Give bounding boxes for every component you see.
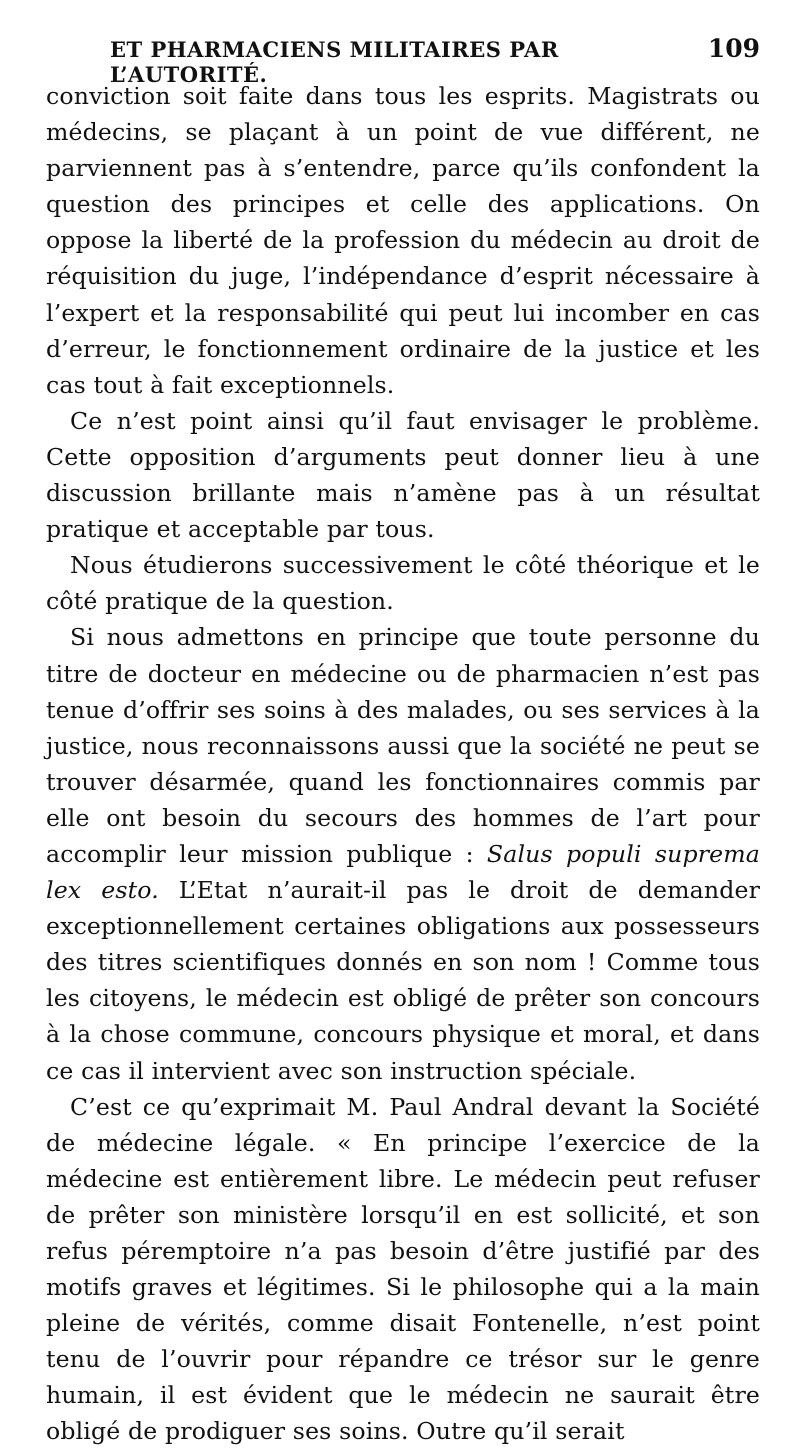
latin-maxim: Salus populi suprema lex esto. xyxy=(46,839,760,905)
running-head xyxy=(110,34,760,87)
paragraph-text: conviction soit faite dans tous les esprits. Magistrats ou médecins, se plaçant à un point de vue différent, ne parviennent pas à s’entendre, parce qu’ils confondent la question des principes et celle des applications. On oppose la liberté de la profession du médecin au droit de réquisition du juge, l’indépendance d’esprit nécessaire à l’expert et la responsabilité qui peut lui incomber en cas d’erreur, le fonctionnement ordinaire de la justice et les cas tout à fait exceptionnels. xyxy=(46,82,760,399)
paragraph-text: Si nous admettons en principe que toute personne du titre de docteur en médecine ou de pharmacien n’est pas tenue d’offrir ses soins à des malades, ou ses services à la justice, nous reconnaissons aussi que la société ne peut se trouver désarmée, quand les fonctionnaires commis par elle ont besoin du secours des hommes de l’art pour accomplir leur mission publique : xyxy=(46,623,760,868)
paragraph-text: Nous étudierons successivement le côté théorique et le côté pratique de la question. xyxy=(46,551,760,616)
paragraph xyxy=(46,547,760,619)
paragraph-text: L’Etat n’aurait-il pas le droit de demander exceptionnellement certaines obligations aux possesseurs des titres scientifiques donnés en son nom ! Comme tous les citoyens, le médecin est obligé de prêter son concours à la chose commune, concours physique et moral, et dans ce cas il intervient avec son instruction spéciale. xyxy=(46,876,761,1085)
paragraph-text: C’est ce qu’exprimait M. Paul Andral devant la Société de médecine légale. « En principe l’exercice de la médecine est entièrement libre. Le médecin peut refuser de prêter son ministère lorsqu’il en est sollicité, et son refus péremptoire n’a pas besoin d’être justifié par des motifs graves et légitimes. Si le philosophe qui a la main pleine de vérités, comme disait Fontenelle, n’est point tenu de l’ouvrir pour répandre ce trésor sur le genre humain, il est évident que le médecin ne saurait être obligé de prodiguer ses soins. Outre qu’il serait xyxy=(46,1092,760,1446)
paragraph-continued xyxy=(46,78,760,403)
page-number: 109 xyxy=(707,34,760,63)
body-text xyxy=(46,78,760,1450)
paragraph xyxy=(46,619,760,1088)
paragraph xyxy=(46,403,760,547)
paragraph xyxy=(46,1089,760,1450)
running-title: ET PHARMACIENS MILITAIRES PAR L’AUTORITÉ. xyxy=(110,37,559,87)
paragraph-text: Ce n’est point ainsi qu’il faut envisager le problème. Cette opposition d’arguments peut donner lieu à une discussion brillante mais n’amène pas à un résultat pratique et acceptable par tous. xyxy=(46,406,760,544)
